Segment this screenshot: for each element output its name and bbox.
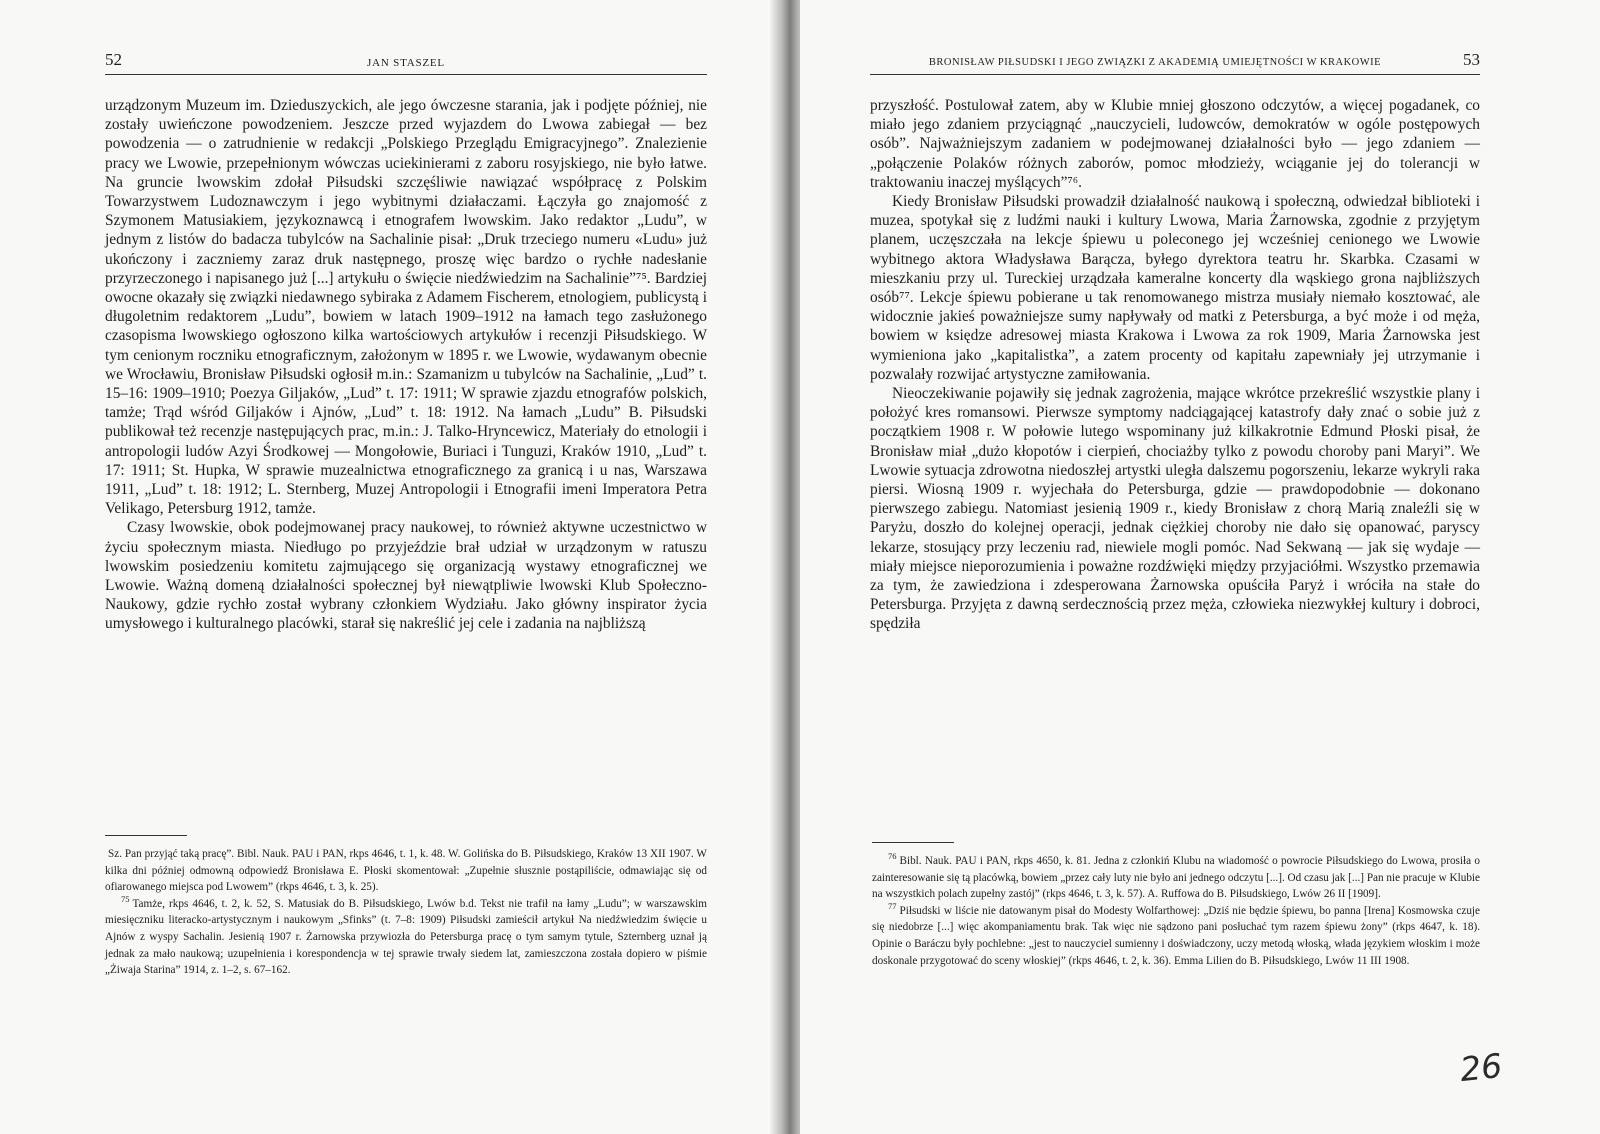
right-page-number: 53 xyxy=(1463,50,1480,69)
right-running-head: BRONISŁAW PIŁSUDSKI I JEGO ZWIĄZKI Z AKADEMIĄ UMIEJĘTNOŚCI W KRAKOWIE xyxy=(928,57,1382,68)
left-footnote-rule xyxy=(105,835,187,836)
right-footnote-rule xyxy=(872,842,954,843)
footnote-75: $^{75}$ Tamże, rkps 4646, t. 2, k. 52, S. Matusiak do B. Piłsudskiego, Lwów b.d. Tekst nie trafił na łamy „Ludu”; w warszawskim miesięczniku literacko-artystycznym i naukowym „Sfinks” (t. 7–8: 1909) Piłsudski zamieścił artykuł Na niedźwiedzim święcie u Ajnów z wyspy Sachalin. Jesienią 1907 r. Żarnowska przywiozła do Petersburga pracę o tym samym tytule, Szternberg uznał ją jednak za mało naukową; uzupełnienia i korespondencja w tej sprawie trwały siedem lat, zamieszczona została dopiero w piśmie „Żiwaja Starina” 1914, z. 1–2, s. 67–162. xyxy=(105,894,707,977)
right-paragraph-1: przyszłość. Postulował zatem, aby w Klubie mniej głoszono odczytów, a więcej pogadanek, co miało jego zdaniem przyciągnąć „nauczycieli, ludowców, demokratów w ogóle postępowych osób”. Najważniejszym zadaniem w podejmowanej działalności było — jego zdaniem — „połączenie Polaków różnych zaborów, pomoc młodzieży, wciąganie jej do tolerancji w traktowaniu inaczej myślących”⁷⁶. xyxy=(870,97,1480,191)
left-paragraph-2: Czasy lwowskie, obok podejmowanej pracy naukowej, to również aktywne uczestnictwo w życiu społecznym miasta. Niedługo po przyjeździe brał udział w urządzonym w ratuszu lwowskim posiedzeniu komitetu zajmującego się organizacją wystawy etnograficznej we Lwowie. Ważną domeną działalności społecznej był niewątpliwie lwowski Klub Społeczno-Naukowy, gdzie rychło został wybrany członkiem Wydziału. Jako główny inspirator życia umysłowego i kulturalnego placówki, starał się nakreślić jej cele i zadania na najbliższą xyxy=(105,519,707,633)
right-page xyxy=(800,0,1600,1134)
right-footnotes xyxy=(872,853,1480,969)
left-footnote-continued: Sz. Pan przyjąć taką pracę”. Bibl. Nauk. PAU i PAN, rkps 4646, t. 1, k. 48. W. Golińska do B. Piłsudskiego, Kraków 13 XII 1907. W kilka dni później odmowną odpowiedź Bronisława E. Płoski skomentował: „Zupełnie słusznie postąpiliście, odmawiając się od ofiarowanego miejsca pod Lwowem” (rkps 4646, t. 3, k. 25). xyxy=(105,848,707,894)
footnote-77: $^{77}$ Piłsudski w liście nie datowanym pisał do Modesty Wolfarthowej: „Dziś nie będzie śpiewu, bo panna [Irena] Kosmowska czuje się niedobrze [...] więc akompaniamentu brak. Tak więc nie sądzono pani posłuchać tym razem śpiewu żony” (rkps 4647, k. 18). Opinie o Baráczu były pochlebne: „jest to nauczyciel sumienny i doświadczony, uczy metodą włoską, włada językiem włoskim i może doskonale przygotować do sceny włoskiej” (rkps 4646, t. 2, k. 36). Emma Lilien do B. Piłsudskiego, Lwów 11 III 1908. xyxy=(872,901,1480,967)
right-paragraph-3: Nieoczekiwanie pojawiły się jednak zagrożenia, mające wkrótce przekreślić wszystkie plany i położyć kres romansowi. Pierwsze symptomy nadciągającej katastrofy dały znać o sobie już z początkiem 1908 r. W połowie lutego wspominany już kilkakrotnie Edmund Płoski pisał, że Bronisław miał „dużo kłopotów i cierpień, chociażby tylko z powodu choroby pani Maryi”. We Lwowie sytuacja zdrowotna niedoszłej artystki uległa dalszemu pogorszeniu, lekarze wykryli raka piersi. Wiosną 1909 r. wyjechała do Petersburga, gdzie — prawdopodobnie — dokonano pierwszego zabiegu. Natomiast jesienią 1909 r., kiedy Bronisław z chorą Marią znaleźli się w Paryżu, doszło do kolejnej operacji, jednak ciężkiej choroby nie dało się opanować, paryscy lekarze, stosujący przy leczeniu rad, niewiele mogli pomóc. Nad Sekwaną — jak się wydaje — miały miejsce nieporozumienia i poważne rozdźwięki między przyjaciółmi. Wszystko przemawia za tym, że zawiedziona i zdesperowana Żarnowska opuściła Paryż i wróciła na stałe do Petersburga. Przyjęta z dawną serdecznością przez męża, człowieka niezwykłej kultury i dobroci, spędziła xyxy=(870,385,1480,633)
right-paragraph-2: Kiedy Bronisław Piłsudski prowadził działalność naukową i społeczną, odwiedzał biblioteki i muzea, spotykał się z ludźmi nauki i kultury Lwowa, Maria Żarnowska, zgodnie z przyjętym planem, uczęszczała na lekcje śpiewu u poleconego jej wcześniej cenionego we Lwowie wybitnego aktora Władysława Barącza, byłego dyrektora teatru hr. Skarbka. Czasami w mieszkaniu przy ul. Tureckiej urządzała kameralne koncerty dla wąskiego grona najbliższych osób⁷⁷. Lekcje śpiewu pobierane u tak renomowanego mistrza musiały niemało kosztować, ale widocznie jakieś poważniejsze sumy napływały od matki z Petersburga, a być może i od męża, bowiem w księdze adresowej miasta Krakowa i Lwowa za rok 1909, Maria Żarnowska jest wymieniona jako „kapitalistka”, a zatem procenty od kapitału zapewniały jej utrzymanie i pozwalały rozwijać artystyczne zamiłowania. xyxy=(870,193,1480,383)
handwritten-page-number: 26 xyxy=(1458,1045,1504,1090)
right-page-header xyxy=(870,50,1480,75)
footnote-76: $^{76}$ Bibl. Nauk. PAU i PAN, rkps 4650, k. 81. Jedna z członkiń Klubu na wiadomość o powrocie Piłsudskiego do Lwowa, prosiła o zainteresowanie się tą placówką, bowiem „przez cały luty nie było ani jednego odczytu [...]. Od czasu jak [...] Pan nie pracuje w Klubie na wszystkich polach zupełny zastój” (rkps 4646, t. 3, k. 57). A. Ruffowa do B. Piłsudskiego, Lwów 26 II [1909]. xyxy=(872,851,1480,901)
left-page-header xyxy=(105,50,707,75)
left-paragraph-1: urządzonym Muzeum im. Dzieduszyckich, ale jego ówczesne starania, jak i podjęte później, nie zostały uwieńczone powodzeniem. Jeszcze przed wyjazdem do Lwowa zabiegał — bez powodzenia — o zatrudnienie w redakcji „Polskiego Przeglądu Emigracyjnego”. Znalezienie pracy we Lwowie, przepełnionym wówczas uciekinierami z zaboru rosyjskiego, nie było łatwe. Na gruncie lwowskim zdołał Piłsudski szczęśliwie nawiązać współpracę z Polskim Towarzystwem Ludoznawczym i jego wybitnymi działaczami. Łączyła go znajomość z Szymonem Matusiakiem, językoznawcą i etnografem lwowskim. Jako redaktor „Ludu”, w jednym z listów do badacza tubylców na Sachalinie pisał: „Druk trzeciego numeru «Ludu» już ukończony i zaczniemy zaraz druk następnego, proszę więc bardzo o rychłe nadesłanie przyrzeczonego i napisanego już [...] artykułu o święcie niedźwiedzim na Sachalinie”⁷⁵. Bardziej owocne okazały się związki niedawnego sybiraka z Adamem Fischerem, etnologiem, publicystą i długoletnim redaktorem „Ludu”, bowiem w latach 1909–1912 na łamach tego zasłużonego czasopisma lwowskiego ogłoszono kilka wartościowych artykułów i recenzji Piłsudskiego. W tym cenionym roczniku etnograficznym, założonym w 1895 r. we Lwowie, wydawanym obecnie we Wrocławiu, Bronisław Piłsudski ogłosił m.in.: Szamanizm u tubylców na Sachalinie, „Lud” t. 15–16: 1909–1910; Poezya Giljaków, „Lud” t. 17: 1911; W sprawie zjazdu etnografów polskich, tamże; Trąd wśród Giljaków i Ajnów, „Lud” t. 18: 1912. Na łamach „Ludu” B. Piłsudski publikował też recenzje następujących prac, m.in.: J. Talko-Hryncewicz, Materiały do etnologii i antropologii ludów Azyi Środkowej — Mongołowie, Buriaci i Tunguzi, Kraków 1910, „Lud” t. 17: 1911; St. Hupka, W sprawie muzealnictwa etnograficznego za granicą i u nas, Warszawa 1911, „Lud” t. 18: 1912; L. Sternberg, Muzej Antropologii i Etnografii imeni Imperatora Petra Velikago, Petersburg 1912, tamże. xyxy=(105,97,707,518)
left-page xyxy=(0,0,780,1134)
left-footnotes xyxy=(105,846,707,979)
left-page-number: 52 xyxy=(105,50,122,69)
left-running-head: JAN STASZEL xyxy=(367,57,445,69)
right-body-text xyxy=(870,96,1480,634)
left-body-text xyxy=(105,96,707,634)
